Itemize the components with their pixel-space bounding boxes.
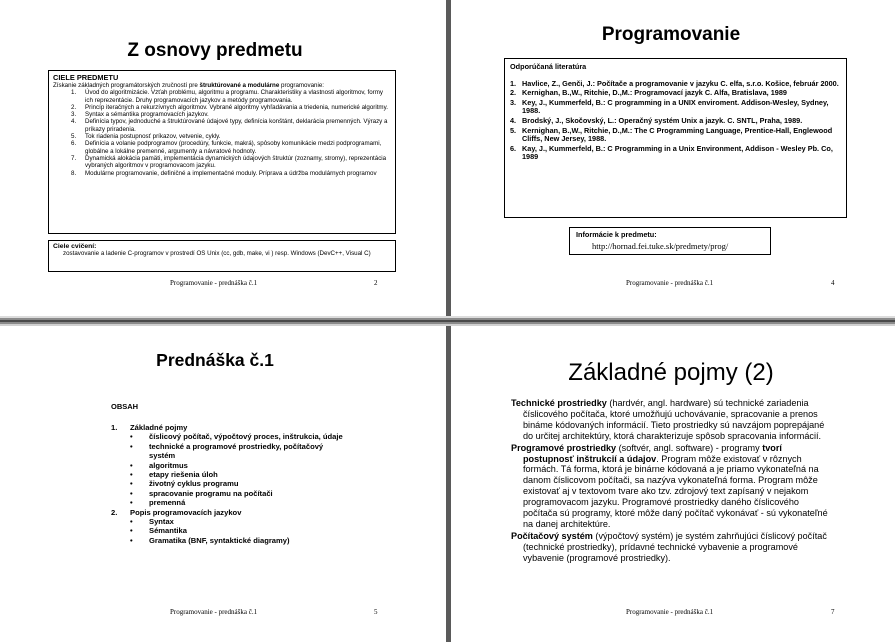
- goal-number: 5.: [71, 133, 77, 141]
- literature-item: [510, 117, 841, 126]
- outline-item: • Gramatika (BNF, syntaktické diagramy): [130, 536, 351, 545]
- literature-item: [510, 127, 841, 144]
- definition-text: (výpočtový systém) je systém zahrňujúci číslicový počítač (technické prostriedky), prídavné technické vybavenie a programové vybavenie (programové prostriedky).: [523, 530, 827, 563]
- goal-text: Definícia typov, jednoduché a štruktúrované údajové typy, definícia konštánt, deklarácia premenných. Výrazy a príkazy priradenia.: [85, 118, 388, 133]
- horizontal-divider: [0, 316, 895, 326]
- literature-item: [510, 89, 841, 98]
- goal-number: 1.: [71, 89, 77, 97]
- item-number: 1.: [510, 78, 517, 88]
- footer-text: Programovanie - prednáška č.1: [626, 279, 714, 287]
- slide-title: Z osnovy predmetu: [127, 40, 303, 61]
- definition-paragraph: [511, 531, 831, 564]
- section-title: Popis programovacích jazykov: [130, 507, 242, 517]
- goal-text: Princíp iteračných a rekurzívnych algoritmov. Vybrané algoritmy vyhľadávania a triedenia, numerické algoritmy.: [85, 103, 388, 111]
- slide-title: Programovanie: [601, 24, 741, 45]
- slide-page-2[interactable]: [0, 0, 446, 316]
- item-number: 2.: [510, 88, 517, 98]
- goal-item: [71, 155, 391, 170]
- definition-text: (hardvér, angl. hardware) sú technické zariadenia číslicového počítača, ktoré umožňujú uchovávanie, spracovanie a prenos bináme kódovaných informácií. Tieto prostriedky sú navzájom poprepájané do určitej architektúry, ktorá charakterizuje spôsob spracovania informácií.: [523, 398, 825, 441]
- page-number: 4: [831, 279, 835, 287]
- goal-text: Úvod do algoritmizácie. Vzťah problému, algoritmu a programu. Charakteristiky a vlastnosti algoritmov, formy ich reprezentácie. Druhy programovacích jazykov a metódy programovania.: [85, 89, 383, 104]
- goal-number: 8.: [71, 169, 77, 177]
- item-text: Kernighan, B.,W., Ritchie, D.,M.: Programovací jazyk C. Alfa, Bratislava, 1989: [522, 88, 787, 98]
- exercises-heading: Ciele cvičení:: [53, 243, 97, 250]
- page-number: 7: [831, 608, 835, 616]
- goal-number: 3.: [71, 111, 77, 119]
- literature-item: [510, 80, 841, 89]
- info-heading: Informácie k predmetu:: [576, 230, 657, 239]
- item-text: Key, J., Kummerfeld, B.: C programming in a UNIX enviroment. Addison-Wesley, Sydney, 1988.: [522, 97, 829, 116]
- outline-item: • Syntax: [130, 517, 351, 526]
- goals-intro: [53, 82, 391, 89]
- goal-item: [71, 140, 391, 155]
- goal-item: [71, 118, 391, 133]
- goal-text: Definícia a volanie podprogramov (procedúry, funkcie, makrá), spôsoby komunikácie medzi podprogramami, globálne a lokálne premenné, argumenty a návratové hodnoty.: [85, 140, 382, 155]
- section-number: 1.: [111, 423, 118, 432]
- lecture-outline: [111, 423, 351, 545]
- goal-text: Modulárne programovanie, definičné a implementačné moduly. Príprava a údržba modulárnych programov: [85, 169, 377, 177]
- goal-text: Syntax a sémantika programovacích jazykov.: [85, 111, 209, 119]
- outline-section: [111, 423, 351, 432]
- footer-text: Programovanie - prednáška č.1: [626, 608, 714, 616]
- footer-text: Programovanie - prednáška č.1: [170, 608, 258, 616]
- literature-item: [510, 99, 841, 116]
- slide-page-7[interactable]: [451, 326, 895, 642]
- page-number: 5: [374, 608, 378, 616]
- goal-number: 2.: [71, 103, 77, 111]
- item-number: 6.: [510, 143, 517, 153]
- goals-list: [71, 89, 391, 177]
- goal-item: [71, 133, 391, 140]
- term-label: Programové prostriedky: [511, 442, 617, 453]
- course-url-link[interactable]: http://hornad.fei.tuke.sk/predmety/prog/: [592, 241, 729, 251]
- section-items: [130, 517, 351, 545]
- goal-number: 6.: [71, 140, 77, 148]
- outline-item: • premenná: [130, 498, 351, 507]
- slide-title: Prednáška č.1: [156, 350, 274, 370]
- emphasis-text: tvorí postupnosť inštrukcií a údajov: [523, 442, 782, 464]
- outline-item: • etapy riešenia úloh: [130, 470, 351, 479]
- definition-text: (softvér, angl. software) - programy: [616, 442, 763, 453]
- term-label: Počítačový systém: [511, 530, 593, 541]
- section-number: 2.: [111, 507, 118, 517]
- literature-item: [510, 145, 841, 162]
- item-text: Havlice, Z., Genči, J.: Počítače a programovanie v jazyku C. elfa, s.r.o. Košice, február 2000.: [522, 78, 839, 88]
- goal-number: 7.: [71, 154, 77, 162]
- goals-intro-tail: programovanie:: [279, 82, 324, 89]
- slide-page-4[interactable]: [451, 0, 895, 316]
- item-number: 5.: [510, 125, 517, 135]
- page-number: 2: [374, 279, 378, 287]
- item-number: 4.: [510, 115, 517, 125]
- course-info-box: [569, 227, 771, 255]
- item-number: 3.: [510, 97, 517, 107]
- course-goals-box: [48, 70, 396, 234]
- slide-title: Základné pojmy (2): [568, 359, 774, 386]
- item-text: Kay, J., Kummerfeld, B.: C Programming in a Unix Environment, Addison - Wesley Pb. Co, 1989: [522, 143, 833, 162]
- outline-section: [111, 508, 351, 517]
- exercise-goals-box: [48, 240, 396, 272]
- section-items: [130, 432, 351, 507]
- outline-item: • životný cyklus programu: [130, 479, 351, 488]
- outline-item: • algoritmus: [130, 461, 351, 470]
- footer-text: Programovanie - prednáška č.1: [170, 279, 258, 287]
- exercises-text: zostavovanie a ladenie C-programov v prostredí OS Unix (cc, gdb, make, vi ) resp. Windows (DevC++, Visual C): [63, 250, 371, 258]
- section-title: Základné pojmy: [130, 423, 188, 432]
- goal-item: [71, 104, 391, 111]
- goals-intro-bold: štruktúrované a modulárne: [199, 82, 280, 89]
- slide-body: [511, 398, 831, 565]
- goals-intro-text: Získanie základných programátorských zručností pre: [53, 82, 200, 89]
- goal-item: [71, 111, 391, 118]
- definition-paragraph: [511, 443, 831, 530]
- literature-list: [510, 80, 841, 162]
- term-label: Technické prostriedky: [511, 398, 607, 408]
- definition-paragraph: [511, 398, 831, 442]
- literature-box: [504, 58, 847, 218]
- outline-item: • technické a programové prostriedky, počítačový systém: [130, 442, 351, 461]
- goal-text: Dynamická alokácia pamäti, implementácia dynamických údajových štruktúr (zoznamy, stromy), reprezentácia vybraných algoritmov v programovacom jazyku.: [85, 154, 387, 170]
- outline-item: • číslicový počítač, výpočtový proces, inštrukcia, údaje: [130, 432, 351, 441]
- definition-text-cont: . Program môže existovať v rôznych formách. Tá forma, ktorá je binárne kódovaná a je priamo vykonateľná na danom číslicovom počítači, sa nazýva vykonateľná forma. Program môže existovať aj v textovom tvare ako tzv. zdrojový text zapísaný v nejakom programovacom jazyku. Programové prostriedky daného číslicového počítača sú programy, ktoré môže daný počítač vykonávať - sú vykonateľné na danej architektúre.: [523, 453, 828, 529]
- item-text: Brodský, J., Skočovský, L.: Operačný systém Unix a jazyk. C. SNTL, Praha, 1989.: [522, 115, 803, 125]
- contents-heading: OBSAH: [111, 402, 139, 411]
- literature-heading: Odporúčaná literatúra: [510, 62, 587, 71]
- item-text: Kernighan, B.,W., Ritchie, D.,M.: The C Programming Language, Prentice-Hall, Englewood Cliffs, New Jersey, 1988.: [522, 125, 833, 144]
- goal-item: [71, 89, 391, 104]
- goal-number: 4.: [71, 118, 77, 126]
- slide-page-5[interactable]: [0, 326, 446, 642]
- goals-heading: CIELE PREDMETU: [53, 73, 119, 82]
- goal-text: Tok riadenia postupnosť príkazov, vetvenie, cykly.: [85, 133, 221, 141]
- outline-item: • spracovanie programu na počítači: [130, 489, 351, 498]
- goal-item: [71, 170, 391, 177]
- outline-item: • Sémantika: [130, 526, 351, 535]
